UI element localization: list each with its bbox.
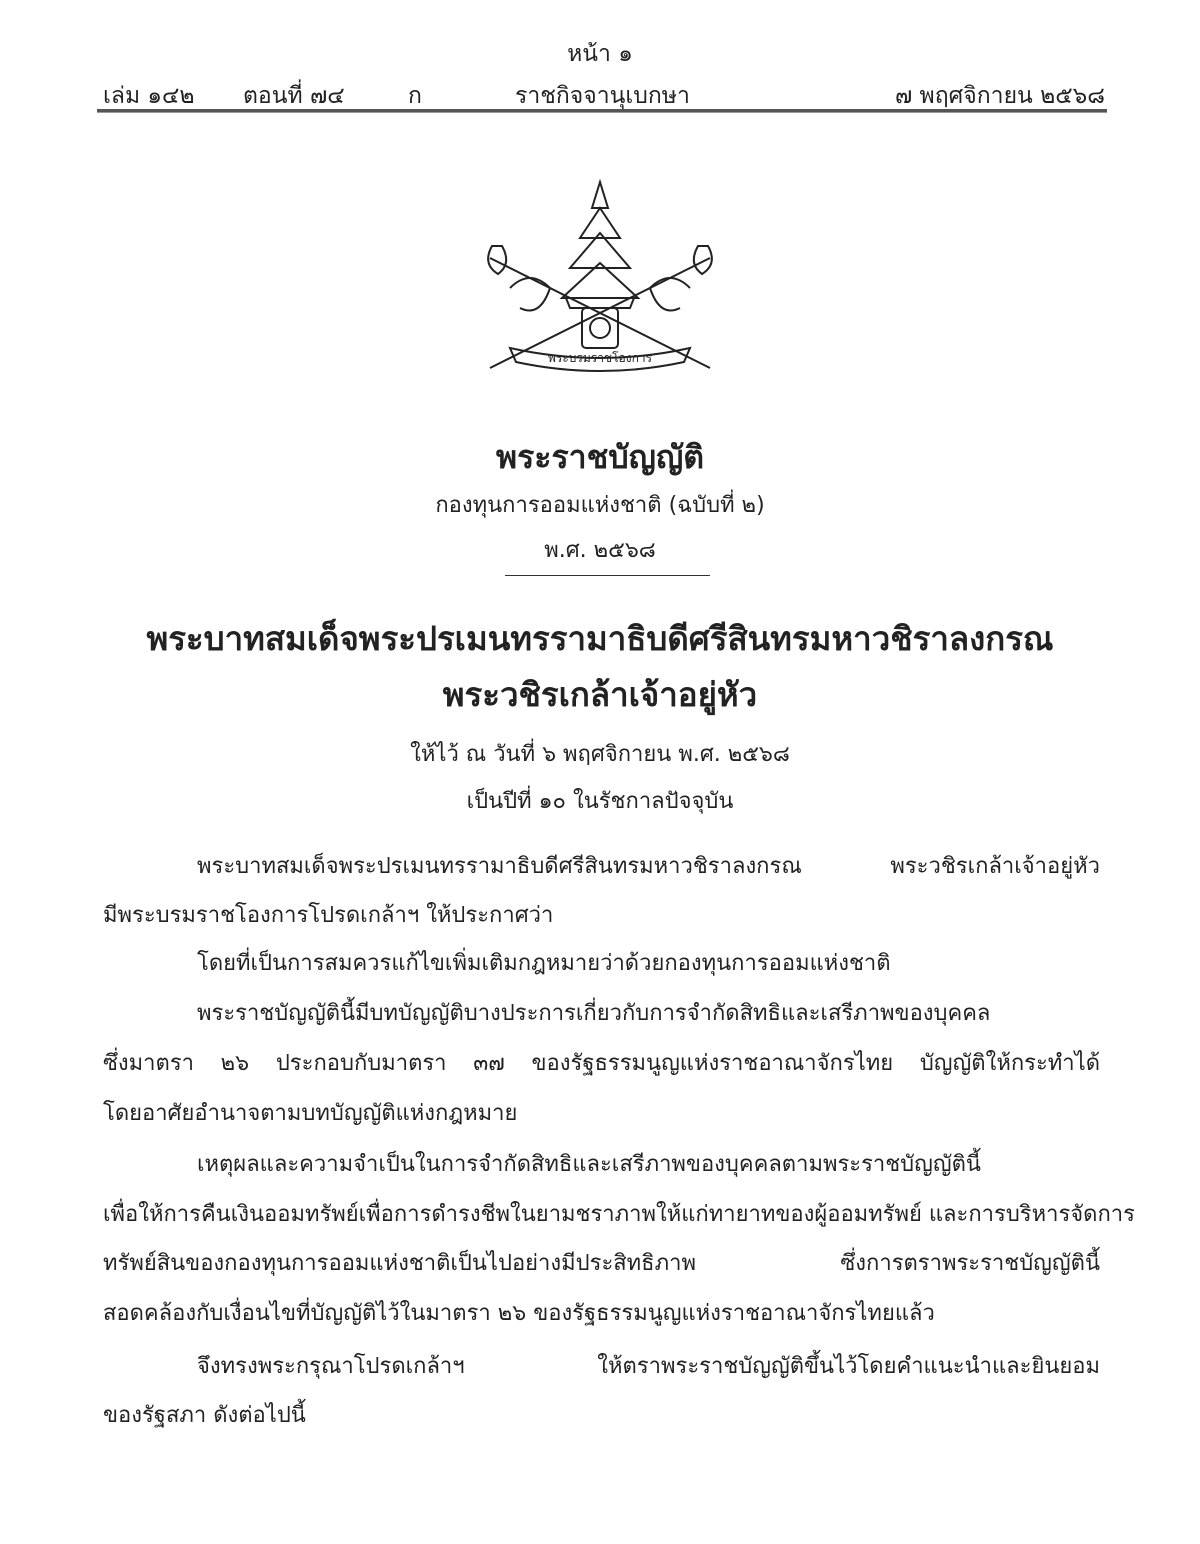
body-line: โดยอาศัยอำนาจตามบทบัญญัติแห่งกฎหมาย — [103, 1101, 518, 1126]
act-year: พ.ศ. ๒๕๖๘ — [544, 538, 656, 563]
body-line: พระราชบัญญัตินี้มีบทบัญญัติบางประการเกี่ยวกับการจำกัดสิทธิและเสรีภาพของบุคคล — [197, 1001, 991, 1026]
act-subject: กองทุนการออมแห่งชาติ (ฉบับที่ ๒) — [435, 493, 765, 518]
svg-text:พระบรมราชโองการ: พระบรมราชโองการ — [547, 351, 653, 365]
publication-name: ราชกิจจานุเบกษา — [515, 83, 690, 109]
body-line: มีพระบรมราชโองการโปรดเกล้าฯ ให้ประกาศว่า — [103, 903, 554, 928]
publication-date: ๗ พฤศจิกายน ๒๕๖๘ — [894, 83, 1105, 109]
king-title-line-1: พระบาทสมเด็จพระปรเมนทรรามาธิบดีศรีสินทรมหาวชิราลงกรณ — [146, 619, 1054, 658]
document-type: พระราชบัญญัติ — [496, 438, 704, 476]
body-line: ซึ่งมาตรา ๒๖ ประกอบกับมาตรา ๓๗ ของรัฐธรรมนูญแห่งราชอาณาจักรไทย บัญญัติให้กระทำได้ — [103, 1051, 1100, 1076]
title-rule — [505, 575, 710, 576]
royal-emblem-icon — [470, 178, 730, 378]
king-title-line-2: พระวชิรเกล้าเจ้าอยู่หัว — [442, 675, 758, 714]
body-line: ทรัพย์สินของกองทุนการออมแห่งชาติเป็นไปอย่างมีประสิทธิภาพ ซึ่งการตราพระราชบัญญัตินี้ — [103, 1251, 1100, 1276]
volume: เล่ม ๑๔๒ — [103, 83, 195, 109]
body-line: สอดคล้องกับเงื่อนไขที่บัญญัติไว้ในมาตรา ๒๖ ของรัฐธรรมนูญแห่งราชอาณาจักรไทยแล้ว — [103, 1301, 935, 1326]
body-line: โดยที่เป็นการสมควรแก้ไขเพิ่มเติมกฎหมายว่าด้วยกองทุนการออมแห่งชาติ — [197, 951, 891, 976]
section: ก — [408, 83, 422, 109]
given-date: ให้ไว้ ณ วันที่ ๖ พฤศจิกายน พ.ศ. ๒๕๖๘ — [410, 742, 790, 767]
issue: ตอนที่ ๗๔ — [243, 83, 345, 109]
header-rule — [97, 109, 1107, 113]
page-number: หน้า ๑ — [567, 41, 633, 67]
body-line: ของรัฐสภา ดังต่อไปนี้ — [103, 1403, 306, 1428]
body-line: จึงทรงพระกรุณาโปรดเกล้าฯ ให้ตราพระราชบัญญัติขึ้นไว้โดยคำแนะนำและยินยอม — [197, 1354, 1100, 1379]
body-line: เพื่อให้การคืนเงินออมทรัพย์เพื่อการดำรงชีพในยามชราภาพให้แก่ทายาทของผู้ออมทรัพย์ และการบริหารจัดการ — [103, 1202, 1135, 1227]
reign-year: เป็นปีที่ ๑๐ ในรัชกาลปัจจุบัน — [466, 789, 734, 814]
body-line: พระบาทสมเด็จพระปรเมนทรรามาธิบดีศรีสินทรมหาวชิราลงกรณ พระวชิรเกล้าเจ้าอยู่หัว — [197, 854, 1100, 879]
body-line: เหตุผลและความจำเป็นในการจำกัดสิทธิและเสรีภาพของบุคคลตามพระราชบัญญัตินี้ — [197, 1152, 981, 1177]
